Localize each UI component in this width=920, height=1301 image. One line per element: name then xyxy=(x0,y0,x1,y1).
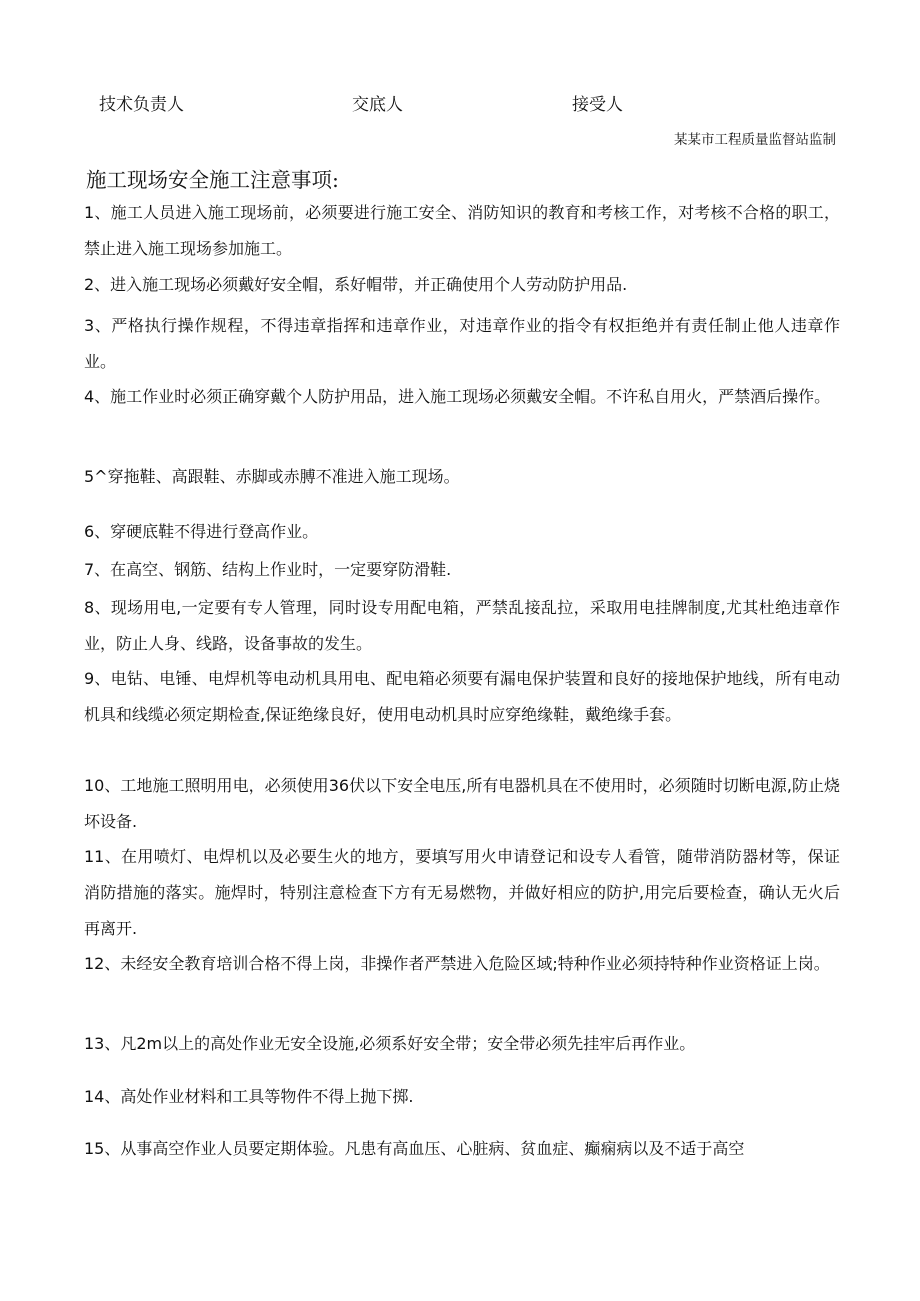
technical-lead-label: 技术负责人 xyxy=(99,95,184,115)
safety-item-12: 12、未经安全教育培训合格不得上岗，非操作者严禁进入危险区域;特种作业必须持特种作业资格证上岗。 xyxy=(84,954,830,973)
safety-item-15: 15、从事高空作业人员要定期体验。凡患有高血压、心脏病、贫血症、癫痫病以及不适于高空 xyxy=(84,1139,745,1158)
safety-item-4: 4、施工作业时必须正确穿戴个人防护用品，进入施工现场必须戴安全帽。不许私自用火，严禁酒后操作。 xyxy=(84,387,831,406)
safety-item-5: 5^穿拖鞋、高跟鞋、赤脚或赤膊不准进入施工现场。 xyxy=(84,467,460,486)
safety-item-9: 9、电钻、电锤、电焊机等电动机具用电、配电箱必须要有漏电保护装置和良好的接地保护地线，所有电动机具和线缆必须定期检查,保证绝缘良好，使用电动机具时应穿绝缘鞋，戴绝缘手套。 xyxy=(84,669,840,724)
supervisor-note: 某某市工程质量监督站监制 xyxy=(674,132,836,148)
safety-item-8: 8、现场用电,一定要有专人管理，同时设专用配电箱，严禁乱接乱拉，采取用电挂牌制度,尤其杜绝违章作业，防止人身、线路，设备事故的发生。 xyxy=(84,598,840,653)
discloser-label: 交底人 xyxy=(352,95,403,115)
signature-row xyxy=(0,90,920,118)
safety-item-10: 10、工地施工照明用电，必须使用36伏以下安全电压,所有电器机具在不使用时，必须随时切断电源,防止烧坏设备. xyxy=(84,776,840,831)
safety-item-1: 1、施工人员进入施工现场前，必须要进行施工安全、消防知识的教育和考核工作，对考核不合格的职工，禁止进入施工现场参加施工。 xyxy=(84,203,840,258)
safety-item-13: 13、凡2m以上的高处作业无安全设施,必须系好安全带；安全带必须先挂牢后再作业。 xyxy=(84,1034,696,1053)
safety-item-6: 6、穿硬底鞋不得进行登高作业。 xyxy=(84,522,319,541)
safety-item-7: 7、在高空、钢筋、结构上作业时，一定要穿防滑鞋. xyxy=(84,560,452,579)
receiver-label: 接受人 xyxy=(572,95,623,115)
safety-item-14: 14、高处作业材料和工具等物件不得上抛下掷. xyxy=(84,1087,414,1106)
document-title: 施工现场安全施工注意事项: xyxy=(86,168,339,192)
safety-item-11: 11、在用喷灯、电焊机以及必要生火的地方，要填写用火申请登记和设专人看管，随带消防器材等，保证消防措施的落实。施焊时，特别注意检查下方有无易燃物，并做好相应的防护,用完后要检查，确认无火后再离开. xyxy=(84,847,840,938)
safety-item-3: 3、严格执行操作规程，不得违章指挥和违章作业，对违章作业的指令有权拒绝并有责任制止他人违章作业。 xyxy=(84,316,840,371)
safety-item-2: 2、进入施工现场必须戴好安全帽，系好帽带，并正确使用个人劳动防护用品. xyxy=(84,275,628,294)
